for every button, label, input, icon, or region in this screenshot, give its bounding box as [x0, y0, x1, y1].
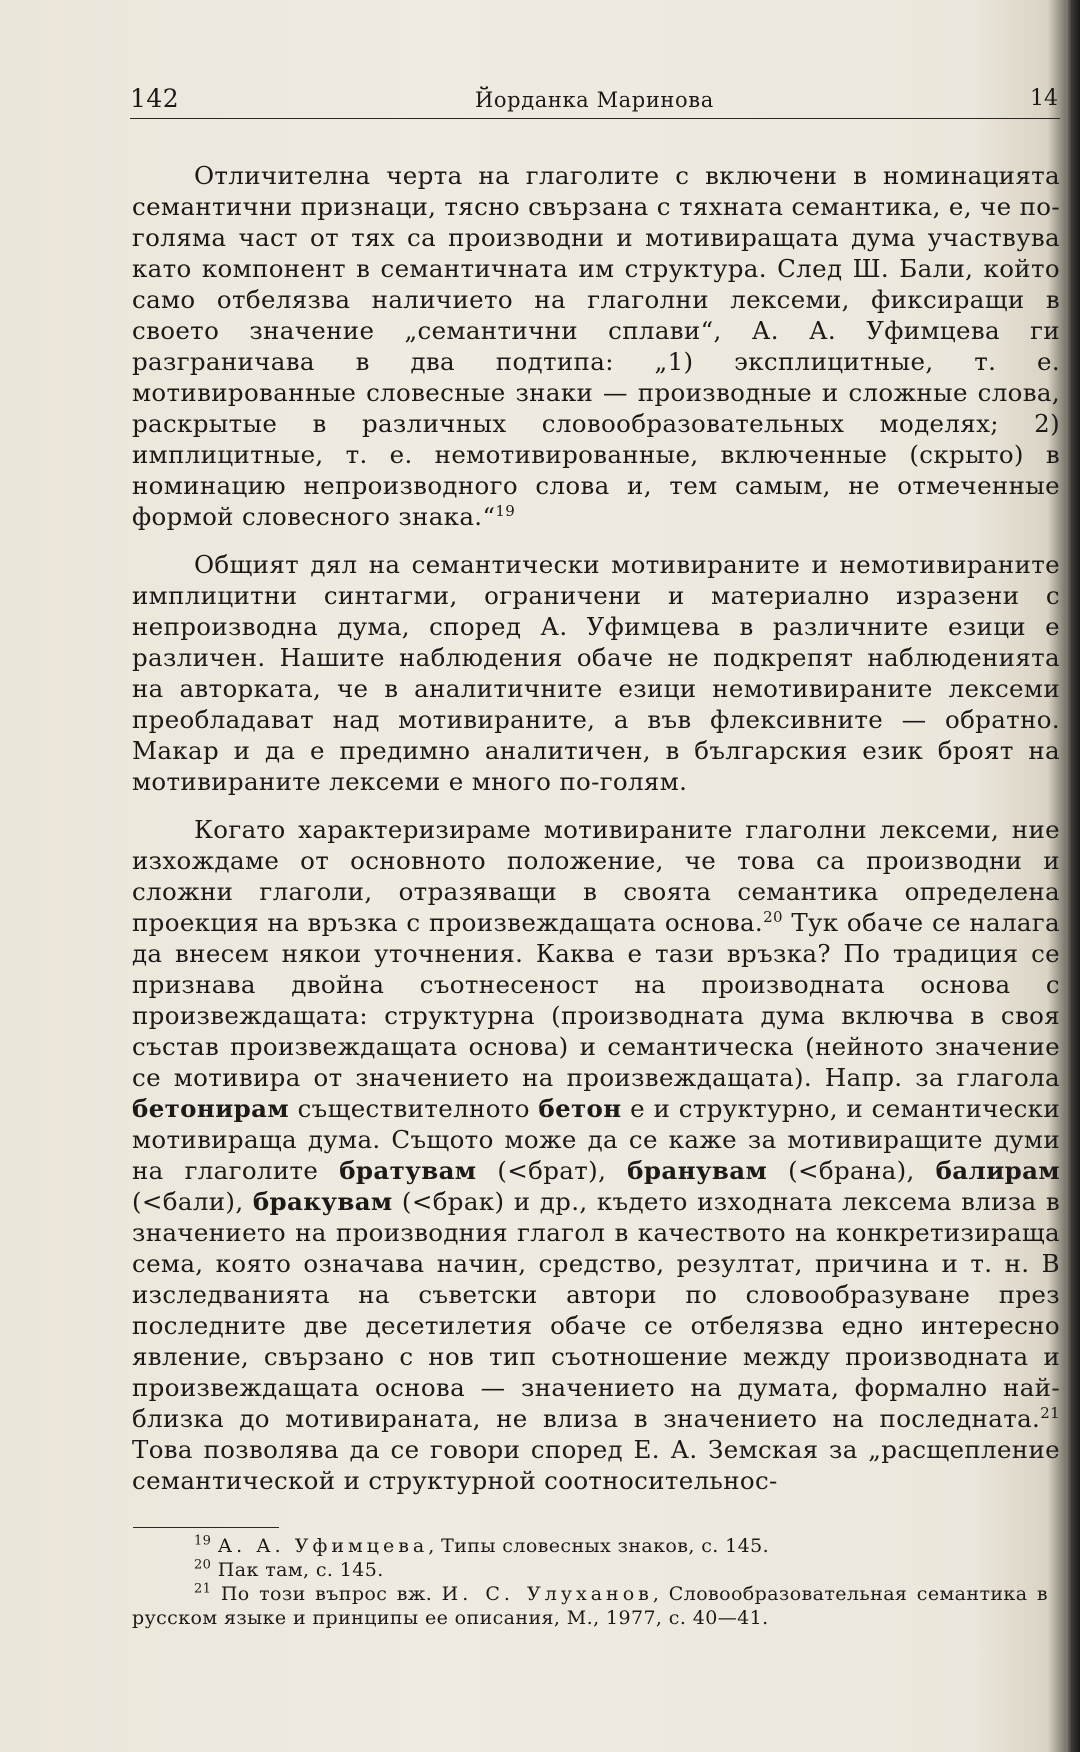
footnotes — [132, 1534, 1048, 1630]
term-betoniram: бетонирам — [132, 1094, 289, 1123]
footnote-ref-20: 20 — [763, 907, 783, 926]
term-brakuvam: бракувам — [252, 1187, 393, 1216]
paragraph-1 — [132, 160, 1060, 532]
page-edge — [1066, 0, 1080, 1752]
facing-page-number: 14 — [1030, 86, 1058, 111]
footnote-19-author: А. А. Уфимцева — [217, 1535, 429, 1557]
paragraph-2 — [132, 549, 1060, 797]
paragraph-2-text: Общият дял на семантически мотивираните и немотивираните имплицитни синтагми, ограничени и материално изразени с непроизводна дума, според А. Уфимцева в различните езици е различен. Нашите наблюдения обаче не подкрепят наблюденията на авторката, че в аналитичните езици немотивираните лексеми преобладават над мотивираните, а във флексивните — обратно. Макар и да е предимно аналитичен, в българския език броят на мотивираните лексеми е много по-голям. — [132, 550, 1060, 796]
paragraph-3-text-g: (<бали), — [132, 1187, 253, 1216]
paragraph-3 — [132, 814, 1060, 1496]
page-number: 142 — [130, 84, 180, 113]
footnote-20 — [132, 1558, 1048, 1582]
paragraph-3-text-a: Когато характеризираме мотивираните глаголни лексеми, ние изхождаме от основното положение, че това са производни и сложни глаголи, отразяващи в своята семантика определена проекция на връзка с произвеждащата основа. — [132, 815, 1060, 937]
term-baliram: балирам — [935, 1156, 1060, 1185]
term-bratuvam: братувам — [339, 1156, 477, 1185]
running-title: Йорданка Маринова — [475, 88, 714, 112]
footnote-19-number: 19 — [194, 1533, 212, 1549]
footnote-21-number: 21 — [194, 1581, 212, 1597]
footnote-19 — [132, 1534, 1048, 1558]
page-header — [130, 78, 1060, 119]
footnote-21-pre: По този въпрос вж. — [211, 1583, 442, 1605]
footnote-21 — [132, 1582, 1048, 1630]
paragraph-3-text-c: съществителното — [289, 1094, 539, 1123]
footnote-20-number: 20 — [194, 1557, 212, 1573]
paragraph-3-text-e: (<брат), — [476, 1156, 628, 1185]
paragraph-3-text-b: Тук обаче се налага да внесем някои уточнения. Каква е тази връзка? По традиция се признава двойна съотнесеност на производната основа с произвеждащата: структурна (производната дума включва в своя състав произвеждащата основа) и семантическа (нейното значение се мотивира от значението на произвеждащата). Напр. за глагола — [132, 908, 1061, 1092]
footnote-ref-21: 21 — [1040, 1403, 1060, 1422]
footnote-21-text: , Словообразовательная семантика в русском языке и принципы ее описания, М., 1977, с. 40—41. — [132, 1583, 1049, 1629]
paragraph-3-text-f: (<брана), — [767, 1156, 936, 1185]
body-text — [132, 160, 1060, 1513]
paragraph-3-text-h: (<брак) и др., където изходната лексема влиза в значението на производния глагол в качеството на конкретизираща сема, която означава начин, средство, резултат, причина и т. н. В изследванията на съветски автори по словообразуване през последните две десетилетия обаче се отбелязва едно интересно явление, свързано с нов тип съотношение между производната и произвеждащата основа — значението на думата, формално най-близка до мотивираната, не влиза в значението на последната. — [132, 1187, 1060, 1433]
footnote-19-text: , Типы словесных знаков, с. 145. — [428, 1535, 770, 1557]
term-branuvam: бранувам — [627, 1156, 768, 1185]
footnote-21-author: И. С. Улуханов — [441, 1583, 653, 1605]
term-beton: бетон — [538, 1094, 622, 1123]
footnote-ref-19: 19 — [495, 501, 516, 520]
paragraph-1-text: Отличителна черта на глаголите с включени в номинацията семантични признаци, тясно свързана с тяхната семантика, е, че по-голяма част от тях са производни и мотивиращата дума участвува като компонент в семантичната им структура. След Ш. Бали, който само отбелязва наличието на глаголни лексеми, фиксиращи в своето значение „семантични сплави“, А. А. Уфимцева ги разграничава в два подтипа: „1) эксплицитные, т. е. мотивированные словесные знаки — производные и сложные слова, раскрытые в различных словообразовательных моделях; 2) имплицитные, т. е. немотивированные, включенные (скрыто) в номинацию непроизводного слова и, тем самым, не отмеченные формой словесного знака.“ — [132, 161, 1060, 531]
footnote-divider — [133, 1527, 279, 1528]
paragraph-3-text-d: е и структурно, и семантически мотивираща дума. Същото може да се каже за мотивиращите думи на глаголите — [132, 1094, 1061, 1185]
footnote-20-text: Пак там, с. 145. — [211, 1559, 384, 1581]
paragraph-3-text-i: Това позволява да се говори според Е. А. Земская за „расщепление семантической и структурной соотносительнос- — [132, 1435, 1060, 1495]
